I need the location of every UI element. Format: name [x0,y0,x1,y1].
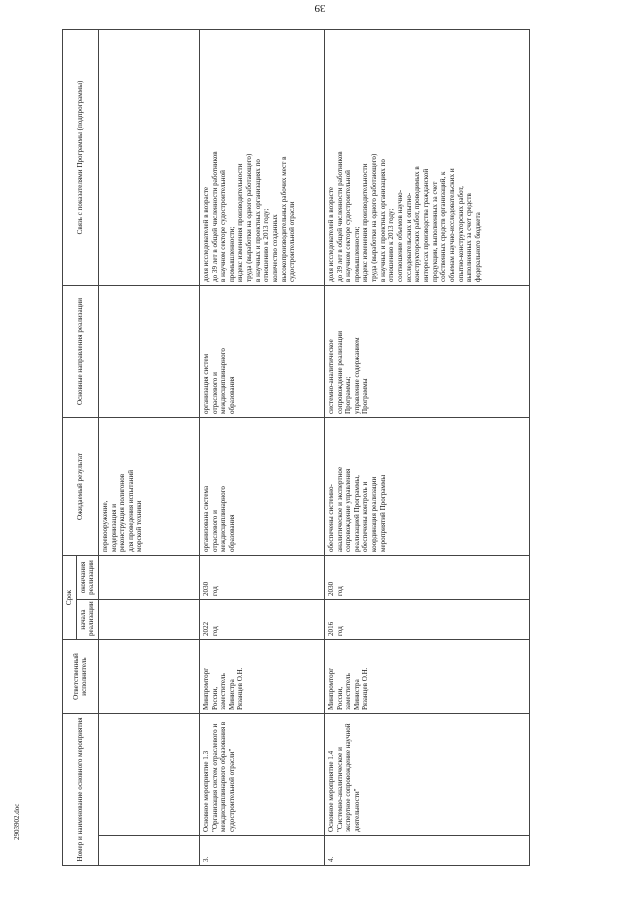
row-number: 4. [324,836,529,866]
result-line: реализацией Программы, [352,475,361,552]
link-line: индекс изменения производительности [361,163,370,282]
link-line: выполненных за счет средств [465,193,474,282]
link-line: продукции, выполненных за счет [430,181,439,282]
executor-line: Минпромторг [326,667,335,710]
directions-line: Программы; [344,376,353,414]
cont-result-line: перевооружение, [100,500,109,552]
header-end: окончания реализации [76,556,98,600]
link-line: интересах производства гражданской [421,168,430,282]
page-number-text: 39 [314,2,326,14]
cont-event [98,714,199,836]
table-row [324,30,529,866]
table-row [199,30,324,866]
rotated-table-container [62,30,614,866]
event-line: междисциплинарного образования в [219,721,228,832]
footer-code-text: 2903902.doc [13,803,21,840]
header-executor: Ответственный исполнитель [63,640,99,714]
end-year: 2030 [326,581,335,596]
executor-line: заместитель [344,673,353,710]
link-line: в научных и проектных организациях по [253,159,262,282]
link-line: конструкторских работ, проводимых в [413,166,422,282]
link-line: отношению к 2013 году; [262,208,271,282]
result-line: отраслевого и [210,510,219,552]
cont-result-line: модернизация и [109,503,118,552]
link-line: в научном секторе судостроительной [219,170,228,282]
link-line: объемам научно-исследовательских и [447,168,456,282]
executor-line: заместитель [219,673,228,710]
result-line: координация реализации [370,476,379,552]
link-line: количество созданных [271,214,280,282]
cont-result-line: для проведения испытаний [126,469,135,552]
link-line: в научных и проектных организациях по [378,159,387,282]
start-unit: год [335,626,344,636]
link-line: соотношение объемов научно- [396,189,405,282]
link-line: до 39 лет в общей численности работников [210,151,219,282]
link-line: до 39 лет в общей численности работников [335,151,344,282]
directions-line: организация систем [201,353,210,414]
row-event [324,714,529,836]
executor-line: Министра [352,679,361,710]
link-line: доля исследователей в возрасте [201,186,210,282]
cont-start [98,600,199,640]
header-term: Срок [63,556,77,640]
link-line: исследовательских и опытно- [404,192,413,282]
result-line: сопровождение управления [344,468,353,552]
directions-line: Программы [361,378,370,414]
result-line: обеспечены системно- [326,484,335,552]
cont-link [98,30,199,286]
event-line: "Системно-аналитическое и [335,747,344,832]
link-line: в научном секторе судостроительной [344,170,353,282]
header-result: Ожидаемый результат [63,418,99,556]
link-line: собственных средств организаций, к [439,171,448,282]
executor-line: России, [335,686,344,710]
start-year: 2016 [326,621,335,636]
cont-result-line: реконструкция полигонов [118,473,127,552]
link-line: промышленности; [352,226,361,282]
result-line: междисциплинарного [219,486,228,552]
header-event: Номер и наименование основного мероприятия [63,714,99,866]
link-line: труда (выработки на одного работающего) [245,153,254,282]
start-year: 2022 [201,621,210,636]
start-unit: год [210,626,219,636]
cont-result-line: морской техники [135,500,144,552]
event-line: деятельности" [352,788,361,832]
directions-line: сопровождение реализации [335,330,344,414]
row-directions [199,286,324,418]
row-result [199,418,324,556]
directions-line: управление содержанием [352,337,361,414]
link-line: отношению к 2013 году; [387,208,396,282]
event-line: Основное мероприятие 1.3 [201,750,210,832]
header-directions: Основные направления реализации [63,286,99,418]
result-line: мероприятий Программы [378,474,387,552]
page-number [0,2,640,14]
event-line: судостроительной отрасли" [227,748,236,832]
footer-code [6,780,21,840]
row-event [199,714,324,836]
link-line: труда (выработки на одного работающего) [370,153,379,282]
directions-line: образования [227,376,236,414]
executor-line: России, [210,686,219,710]
directions-line: междисциплинарного [219,348,228,414]
row-start [324,600,529,640]
result-line: организована система [201,485,210,552]
row-link [199,30,324,286]
row-end [324,556,529,600]
executor-line: Рязанцев О.Н. [361,667,370,710]
result-line: аналитическое и экспертное [335,466,344,552]
row-executor [199,640,324,714]
event-line: Основное мероприятие 1.4 [326,750,335,832]
directions-line: системно-аналитическое [326,339,335,414]
row-start [199,600,324,640]
executor-line: Рязанцев О.Н. [236,667,245,710]
row-end [199,556,324,600]
header-row-1 [63,30,77,866]
activities-table [62,29,530,866]
cont-directions [98,286,199,418]
executor-line: Минпромторг [201,667,210,710]
link-line: промышленности; [227,226,236,282]
end-unit: год [210,586,219,596]
cont-num [98,836,199,866]
cont-executor [98,640,199,714]
event-line: "Организация систем отраслевого и [210,723,219,832]
result-line: образования [227,514,236,552]
row-link [324,30,529,286]
continuation-row [98,30,199,866]
link-line: опытно-конструкторских работ, [456,186,465,282]
directions-line: отраслевого и [210,372,219,414]
link-line: высокопроизводительных рабочих мест в [279,156,288,282]
executor-line: Министра [227,679,236,710]
header-link: Связь с показателями Программы (подпрограммы) [63,30,99,286]
row-directions [324,286,529,418]
end-year: 2030 [201,581,210,596]
link-line: судостроительной отрасли [288,201,297,282]
row-result [324,418,529,556]
link-line: федерального бюджета [473,212,482,282]
row-executor [324,640,529,714]
link-line: индекс изменения производительности [236,163,245,282]
end-unit: год [335,586,344,596]
row-number: 3. [199,836,324,866]
event-line: экспертное сопровождение научной [344,723,353,832]
cont-result [98,418,199,556]
link-line: доля исследователей в возрасте [326,186,335,282]
result-line: обеспечены контроль и [361,481,370,552]
header-start: начала реализации [76,600,98,640]
cont-end [98,556,199,600]
